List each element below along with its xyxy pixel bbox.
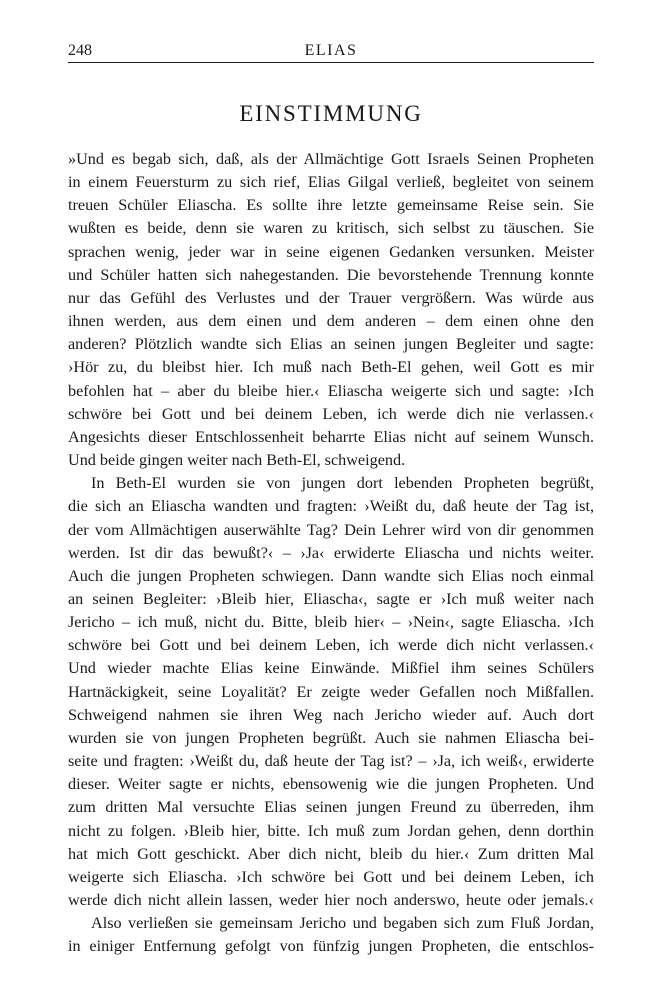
chapter-title: EINSTIMMUNG	[239, 101, 423, 126]
text-line: nicht zu folgen. ›Bleib hier, bitte. Ich muß zum Jordan gehen, denn dorthin	[68, 821, 594, 840]
text-line: in einiger Entfernung gefolgt von fünfzig jungen Propheten, die entschlos-	[68, 937, 594, 956]
body-text	[68, 148, 594, 958]
text-line: befohlen hat – aber du bleibe hier.‹ Eliascha weigerte sich und sagte: ›Ich	[68, 381, 594, 400]
text-line: werden. Ist dir das bewußt?‹ – ›Ja‹ erwiderte Eliascha und nichts weiter.	[68, 543, 594, 562]
text-line: ›Hör zu, du bleibst hier. Ich muß nach Beth-El gehen, weil Gott es mir	[68, 358, 594, 377]
paragraph-1	[68, 148, 594, 472]
text-line: hat mich Gott geschickt. Aber dich nicht, bleib du hier.‹ Zum dritten Mal	[68, 844, 594, 863]
text-line: und Schüler hatten sich nahegestanden. Die bevorstehende Trennung konnte	[68, 265, 594, 284]
text-line: der vom Allmächtigen auserwählte Tag? Dein Lehrer wird von dir genommen	[68, 520, 594, 539]
text-line: anderen? Plötzlich wandte sich Elias an seinen jungen Begleiter und sagte:	[68, 335, 594, 354]
text-line: schwöre bei Gott und bei deinem Leben, ich werde dich nicht verlassen.‹	[68, 636, 594, 655]
text-line: wußten es beide, denn sie waren zu kritisch, sich selbst zu täuschen. Sie	[68, 219, 594, 238]
text-line: sprachen wenig, jeder war in seine eigenen Gedanken versunken. Meister	[68, 242, 594, 261]
text-line: werde dich nicht allein lassen, weder hier noch anderswo, heute oder jemals.‹	[68, 891, 594, 909]
text-line: Schweigend nahmen sie ihren Weg nach Jericho wieder auf. Auch dort	[68, 705, 594, 724]
text-line: In Beth-El wurden sie von jungen dort lebenden Propheten begrüßt,	[91, 474, 594, 493]
text-line: Und wieder machte Elias keine Einwände. Mißfiel ihm seines Schülers	[68, 659, 594, 678]
text-line: Hartnäckigkeit, seine Loyalität? Er zeigte weder Gefallen noch Mißfallen.	[68, 682, 594, 701]
text-line: die sich an Eliascha wandten und fragten: ›Weißt du, daß heute der Tag ist,	[68, 497, 594, 516]
text-line: nur das Gefühl des Verlustes und der Trauer vergrößern. Was würde aus	[68, 288, 594, 307]
text-line: »Und es begab sich, daß, als der Allmächtige Gott Israels Seinen Propheten	[68, 150, 594, 168]
text-line: wurden sie von jungen Propheten begrüßt. Auch sie nahmen Eliascha bei-	[68, 728, 594, 747]
running-title: ELIAS	[304, 42, 358, 59]
paragraph-2	[68, 472, 594, 912]
text-line: seite und fragten: ›Weißt du, daß heute der Tag ist? – ›Ja, ich weiß‹, erwiderte	[68, 752, 594, 771]
text-line: Angesichts dieser Entschlossenheit beharrte Elias nicht auf seinem Wunsch.	[68, 427, 594, 446]
text-line: Und beide gingen weiter nach Beth-El, schweigend.	[68, 451, 406, 470]
text-line: ihnen werden, aus dem einen und dem anderen – dem einen ohne den	[68, 312, 594, 331]
text-line: weigerte sich Eliascha. ›Ich schwöre bei Gott und bei deinem Leben, ich	[68, 867, 594, 886]
text-line: an seinen Begleiter: ›Bleib hier, Eliascha‹, sagte er ›Ich muß weiter nach	[68, 589, 594, 608]
running-head	[68, 40, 594, 63]
text-line: zum dritten Mal versuchte Elias seinen jungen Freund zu überreden, ihm	[68, 798, 594, 817]
text-line: dieser. Weiter sagte er nichts, ebensowenig wie die jungen Propheten. Und	[68, 775, 594, 794]
text-line: Auch die jungen Propheten schwiegen. Dann wandte sich Elias noch einmal	[68, 566, 594, 585]
text-line: Also verließen sie gemeinsam Jericho und begaben sich zum Fluß Jordan,	[91, 914, 594, 933]
paragraph-3	[68, 912, 594, 958]
page-number: 248	[68, 42, 92, 59]
text-line: schwöre bei Gott und bei deinem Leben, ich werde dich nie verlassen.‹	[68, 404, 594, 423]
text-line: treuen Schüler Eliascha. Es sollte ihre letzte gemeinsame Reise sein. Sie	[68, 196, 594, 215]
text-line: Jericho – ich muß, nicht du. Bitte, bleib hier‹ – ›Nein‹, sagte Eliascha. ›Ich	[68, 613, 594, 632]
text-line: in einem Feuersturm zu sich rief, Elias Gilgal verließ, begleitet von seinem	[68, 173, 594, 192]
